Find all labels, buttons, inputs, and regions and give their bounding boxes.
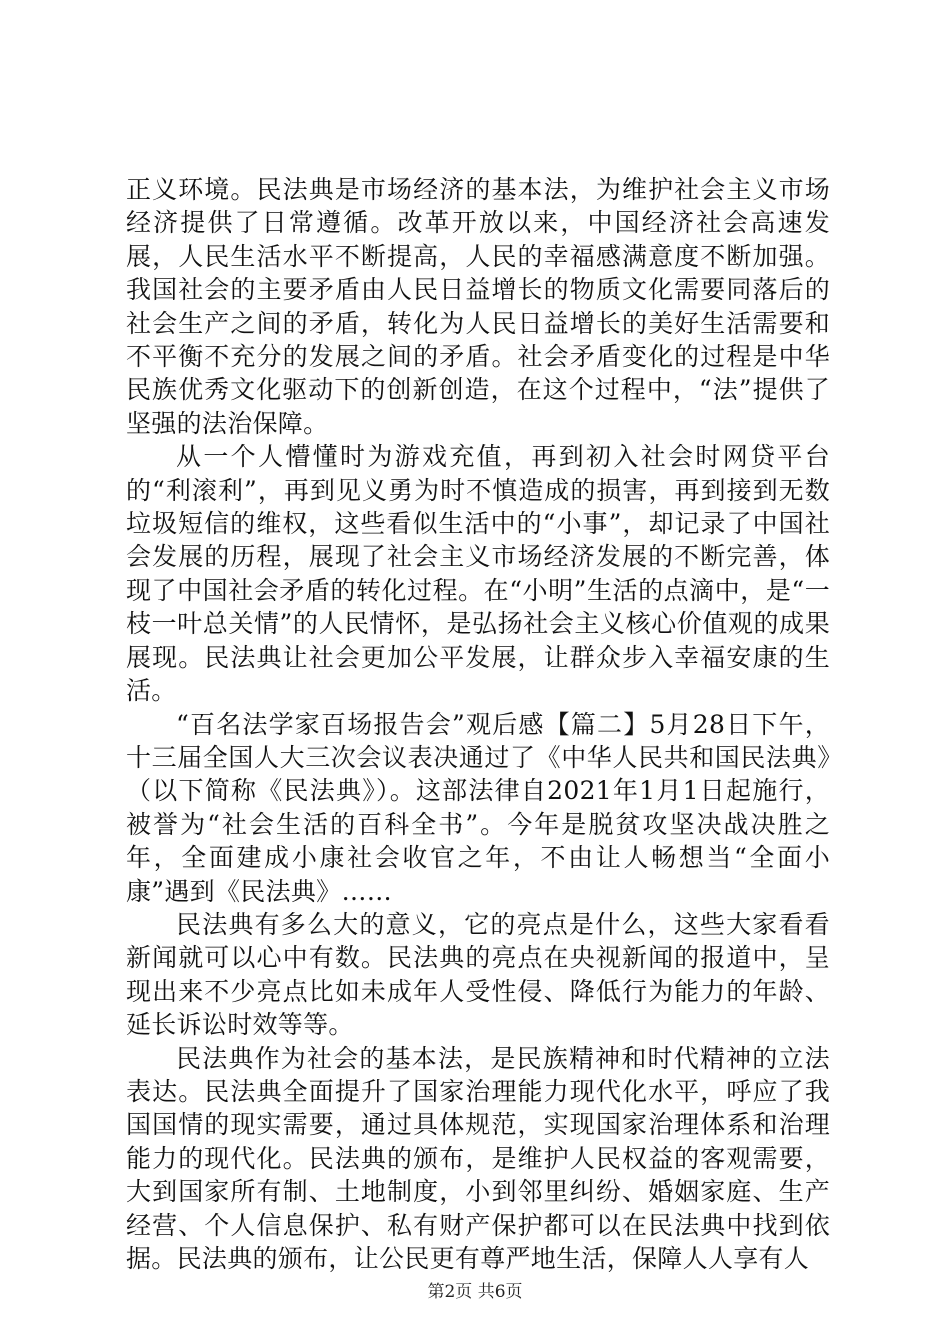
paragraph: 正义环境。民法典是市场经济的基本法，为维护社会主义市场经济提供了日常遵循。改革开放以来，中国经济社会高速发展，人民生活水平不断提高，人民的幸福感满意度不断加强。我国社会的主要矛盾由人民日益增长的物质文化需要同落后的社会生产之间的矛盾，转化为人民日益增长的美好生活需要和不平衡不充分的发展之间的矛盾。社会矛盾变化的过程是中华民族优秀文化驱动下的创新创造，在这个过程中，“法”提供了坚强的法治保障。 bbox=[126, 175, 830, 438]
paragraph: “百名法学家百场报告会”观后感【篇二】5月28日下午，十三届全国人大三次会议表决通过了《中华人民共和国民法典》（以下简称《民法典》）。这部法律自2021年1月1日起施行，被誉为“社会生活的百科全书”。今年是脱贫攻坚决战决胜之年，全面建成小康社会收官之年，不由让人畅想当“全面小康”遇到《民法典》…… bbox=[126, 709, 830, 906]
document-body bbox=[126, 173, 830, 1275]
page-number-footer: 第2页 共6页 bbox=[427, 1282, 523, 1302]
paragraph: 民法典有多么大的意义，它的亮点是什么，这些大家看看新闻就可以心中有数。民法典的亮点在央视新闻的报道中，呈现出来不少亮点比如未成年人受性侵、降低行为能力的年龄、延长诉讼时效等等。 bbox=[126, 909, 830, 1040]
paragraph: 从一个人懵懂时为游戏充值，再到初入社会时网贷平台的“利滚利”，再到见义勇为时不慎造成的损害，再到接到无数垃圾短信的维权，这些看似生活中的“小事”，却记录了中国社会发展的历程，展现了社会主义市场经济发展的不断完善，体现了中国社会矛盾的转化过程。在“小明”生活的点滴中，是“一枝一叶总关情”的人民情怀，是弘扬社会主义核心价值观的成果展现。民法典让社会更加公平发展，让群众步入幸福安康的生活。 bbox=[126, 442, 830, 706]
paragraph: 民法典作为社会的基本法，是民族精神和时代精神的立法表达。民法典全面提升了国家治理能力现代化水平，呼应了我国国情的现实需要，通过具体规范，实现国家治理体系和治理能力的现代化。民法典的颁布，是维护人民权益的客观需要，大到国家所有制、土地制度，小到邻里纠纷、婚姻家庭、生产经营、个人信息保护、私有财产保护都可以在民法典中找到依据。民法典的颁布，让公民更有尊严地生活，保障人人享有人 bbox=[126, 1043, 830, 1273]
